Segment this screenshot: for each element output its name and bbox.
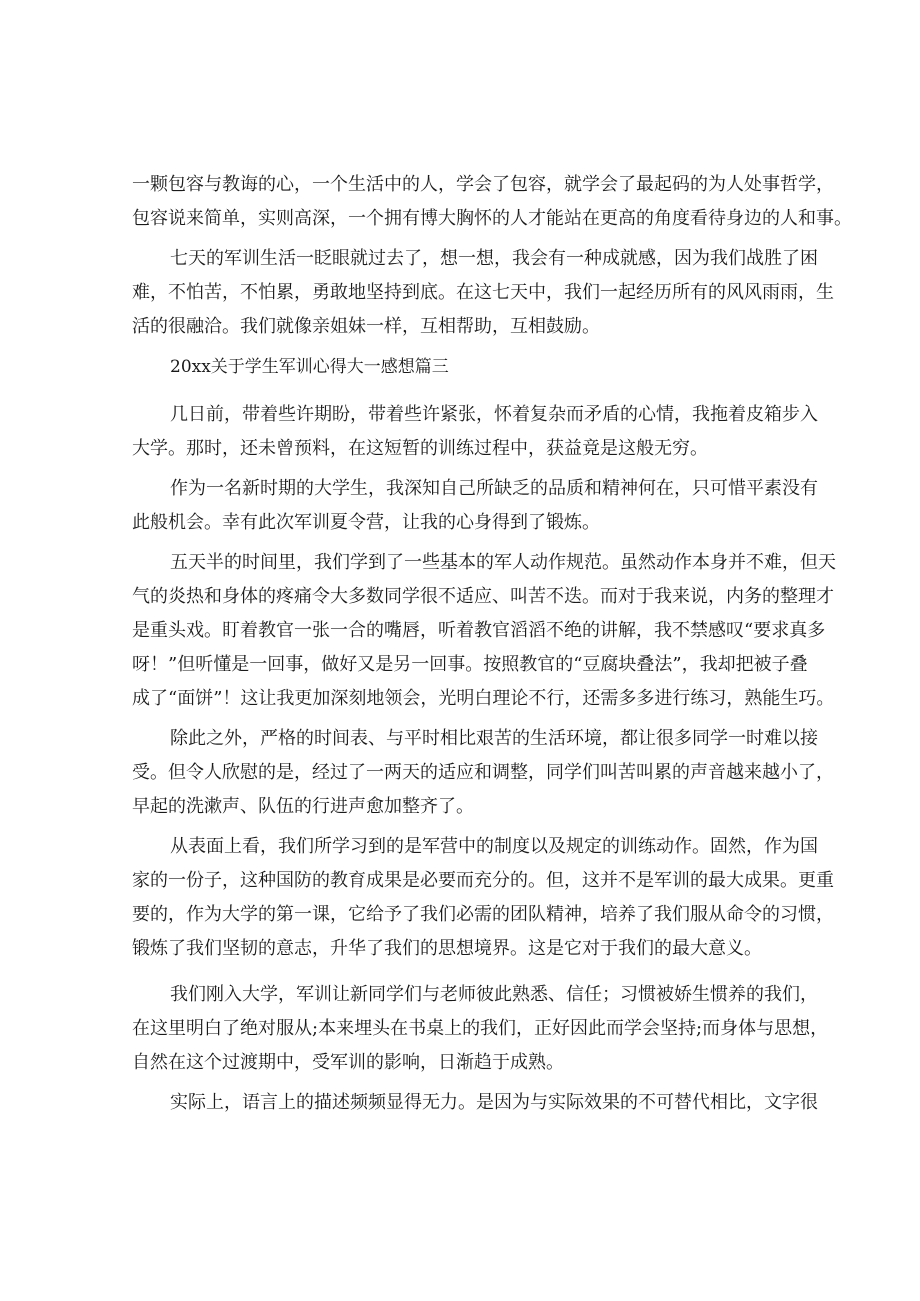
paragraph-line: 呀！”但听懂是一回事，做好又是另一回事。按照教官的“豆腐块叠法”，我却把被子叠 (132, 654, 808, 675)
section-heading: 20xx关于学生军训心得大一感想篇三 (170, 357, 449, 377)
paragraph (132, 830, 834, 966)
paragraph-line: 是重头戏。盯着教官一张一合的嘴唇，听着教官滔滔不绝的讲解，我不禁感叹“要求真多 (132, 620, 826, 641)
paragraph-line: 作为一名新时期的大学生，我深知自己所缺乏的品质和精神何在，只可惜平素没有 (170, 478, 818, 499)
paragraph-line: 一颗包容与教诲的心，一个生活中的人，学会了包容，就学会了最起码的为人处事哲学， (132, 174, 834, 195)
paragraph (132, 168, 852, 236)
paragraph-line: 大学。那时，还未曾预料，在这短暂的训练过程中，获益竟是这般无穷。 (132, 438, 708, 459)
paragraph-line: 成了“面饼”！这让我更加深刻地领会，光明白理论不行，还需多多进行练习，熟能生巧。 (132, 688, 835, 709)
paragraph-line: 自然在这个过渡期中，受军训的影响，日渐趋于成熟。 (132, 1052, 564, 1073)
paragraph-line: 实际上，语言上的描述频频显得无力。是因为与实际效果的不可替代相比，文字很 (170, 1092, 818, 1113)
paragraph-line: 我们刚入大学，军训让新同学们与老师彼此熟悉、信任；习惯被娇生惯养的我们， (170, 984, 818, 1005)
paragraph-line: 除此之外，严格的时间表、与平时相比艰苦的生活环境，都让很多同学一时难以接 (170, 728, 818, 749)
paragraph-line: 家的一份子，这种国防的教育成果是必要而充分的。但，这并不是军训的最大成果。更重 (132, 870, 834, 891)
paragraph-line: 七天的军训生活一眨眼就过去了，想一想，我会有一种成就感，因为我们战胜了困 (170, 248, 818, 269)
paragraph-line: 此般机会。幸有此次军训夏令营，让我的心身得到了锻炼。 (132, 512, 600, 533)
paragraph-line: 包容说来简单，实则高深，一个拥有博大胸怀的人才能站在更高的角度看待身边的人和事。 (132, 208, 852, 229)
paragraph-line: 要的，作为大学的第一课，它给予了我们必需的团队精神，培养了我们服从命令的习惯， (132, 904, 834, 925)
paragraph-line: 锻炼了我们坚韧的意志，升华了我们的思想境界。这是它对于我们的最大意义。 (132, 938, 762, 959)
paragraph-line: 活的很融洽。我们就像亲姐妹一样，互相帮助，互相鼓励。 (132, 316, 600, 337)
paragraph (132, 722, 834, 824)
paragraph-line: 在这里明白了绝对服从;本来埋头在书桌上的我们，正好因此而学会坚持;而身体与思想， (132, 1018, 829, 1039)
document-body (132, 168, 852, 1120)
paragraph-line: 气的炎热和身体的疼痛令大多数同学很不适应、叫苦不迭。而对于我来说，内务的整理才 (132, 586, 834, 607)
paragraph (132, 1086, 818, 1120)
paragraph-line: 几日前，带着些许期盼，带着些许紧张，怀着复杂而矛盾的心情，我拖着皮箱步入 (170, 404, 818, 425)
paragraph-line: 早起的洗漱声、队伍的行进声愈加整齐了。 (132, 796, 474, 817)
paragraph (132, 978, 829, 1080)
paragraph-line: 从表面上看，我们所学习到的是军营中的制度以及规定的训练动作。固然，作为国 (170, 836, 818, 857)
paragraph-line: 难，不怕苦，不怕累，勇敢地坚持到底。在这七天中，我们一起经历所有的风风雨雨，生 (132, 282, 834, 303)
paragraph-line: 受。但令人欣慰的是，经过了一两天的适应和调整，同学们叫苦叫累的声音越来越小了， (132, 762, 834, 783)
paragraph (132, 242, 834, 344)
paragraph-line: 五天半的时间里，我们学到了一些基本的军人动作规范。虽然动作本身并不难，但天 (170, 552, 836, 573)
paragraph (132, 398, 818, 466)
paragraph (132, 546, 836, 716)
paragraph (132, 472, 818, 540)
